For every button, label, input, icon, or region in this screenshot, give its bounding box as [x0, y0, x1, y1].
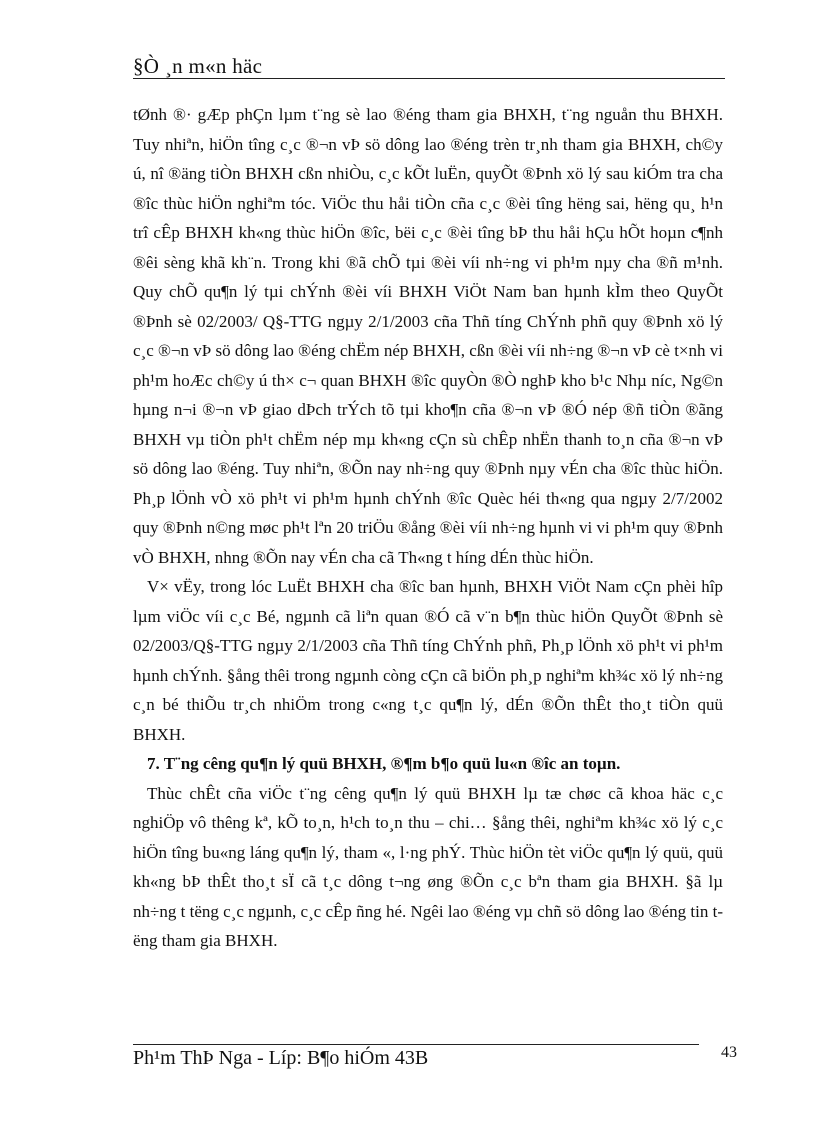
page-number: 43 — [721, 1044, 737, 1061]
page-header-title: §Ò ¸n m«n häc — [133, 54, 263, 78]
footer-divider — [133, 1044, 699, 1045]
paragraph-1: tØnh ®· gÆp phÇn lµm t¨ng sè lao ®éng tham gia BHXH, t¨ng nguån thu BHXH. Tuy nhiªn, hiÖn tîng c¸c ®¬n vÞ sö dông lao ®éng trèn tr¸nh tham gia BHXH, ch©y ú, nî ®äng tiÒn BHXH cßn nhiÒu, c¸c kÕt luËn, quyÕt ®Þnh xö lý sau kiÓm tra cha ®îc thùc hiÖn nghiªm tóc. ViÖc thu håi tiÒn cña c¸c ®èi tîng hëng sai, hëng qu¸ h¹n trî cÊp BHXH kh«ng thùc hiÖn ®îc, bëi c¸c ®èi tîng bÞ thu håi hÇu hÕt hoµn c¶nh ®êi sèng khã kh¨n. Trong khi ®ã chÕ tµi ®èi víi nh÷ng vi ph¹m nµy cha ®ñ m¹nh. Quy chÕ qu¶n lý tµi chÝnh ®èi víi BHXH ViÖt Nam ban hµnh kÌm theo QuyÕt ®Þnh sè 02/2003/ Q§-TTG ngµy 2/1/2003 cña Thñ tíng ChÝnh phñ quy ®Þnh xö lý c¸c ®¬n vÞ sö dông lao ®éng chËm nép BHXH, cßn ®èi víi nh÷ng ®¬n vÞ cè t×nh vi ph¹m hoÆc ch©y ú th× c¬ quan BHXH ®îc quyÒn ®Ò nghÞ kho b¹c Nhµ níc, Ng©n hµng n¬i ®¬n vÞ giao dÞch trÝch tõ tµi kho¶n cña ®¬n vÞ ®Ó nép ®ñ tiÒn ®ãng BHXH vµ tiÒn ph¹t chËm nép mµ kh«ng cÇn sù chÊp nhËn thanh to¸n cña ®¬n vÞ sö dông lao ®éng. Tuy nhiªn, ®Õn nay nh÷ng quy ®Þnh nµy vÉn cha ®îc thùc hiÖn. Ph¸p lÖnh vÒ xö ph¹t vi ph¹m hµnh chÝnh ®îc Quèc héi th«ng qua ngµy 2/7/2002 quy ®Þnh n©ng møc ph¹t lªn 20 triÖu ®ång ®èi víi nh÷ng hµnh vi vi ph¹m quy ®Þnh vÒ BHXH, nhng ®Õn nay vÉn cha cã Th«ng t híng dÉn thùc hiÖn. — [133, 105, 723, 567]
paragraph-3: Thùc chÊt cña viÖc t¨ng cêng qu¶n lý quü BHXH lµ tæ chøc cã khoa häc c¸c nghiÖp vô thêng kª, kÕ to¸n, h¹ch to¸n thu – chi… §ång thêi, nghiªm kh¾c xö lý c¸c hiÖn tîng bu«ng láng qu¶n lý, tham «, l·ng phÝ. Thùc hiÖn tèt viÖc qu¶n lý quü, quü kh«ng bÞ thÊt tho¸t sÏ cã t¸c dông t¬ng øng ®Õn c¸c bªn tham gia BHXH. §ã lµ nh÷ng t tëng c¸c ngµnh, c¸c cÊp ñng hé. Ngêi lao ®éng vµ chñ sö dông lao ®éng tin tëng tham gia BHXH. — [133, 783, 723, 950]
paragraph-2: V× vËy, trong lóc LuËt BHXH cha ®îc ban hµnh, BHXH ViÖt Nam cÇn phèi hîp lµm viÖc víi c¸c Bé, ngµnh cã liªn quan ®Ó cã v¨n b¶n thùc hiÖn QuyÕt ®Þnh sè 02/2003/Q§-TTG ngµy 2/1/2003 cña Thñ tíng ChÝnh phñ, Ph¸p lÖnh xö ph¹t vi ph¹m hµnh chÝnh. §ång thêi trong ngµnh còng cÇn cã biÖn ph¸p nghiªm kh¾c xö lý nh÷ng c¸n bé thiÕu tr¸ch nhiÖm trong c«ng t¸c qu¶n lý, dÉn ®Õn thÊt tho¸t tiÒn quü BHXH. — [133, 577, 723, 744]
section-heading-7: 7. T¨ng cêng qu¶n lý quü BHXH, ®¶m b¶o quü lu«n ®îc an toµn. — [147, 754, 621, 773]
header-divider — [133, 78, 725, 79]
document-body — [133, 100, 723, 956]
footer-author-line: Ph¹m ThÞ Nga - Líp: B¶o hiÓm 43B — [133, 1047, 429, 1069]
